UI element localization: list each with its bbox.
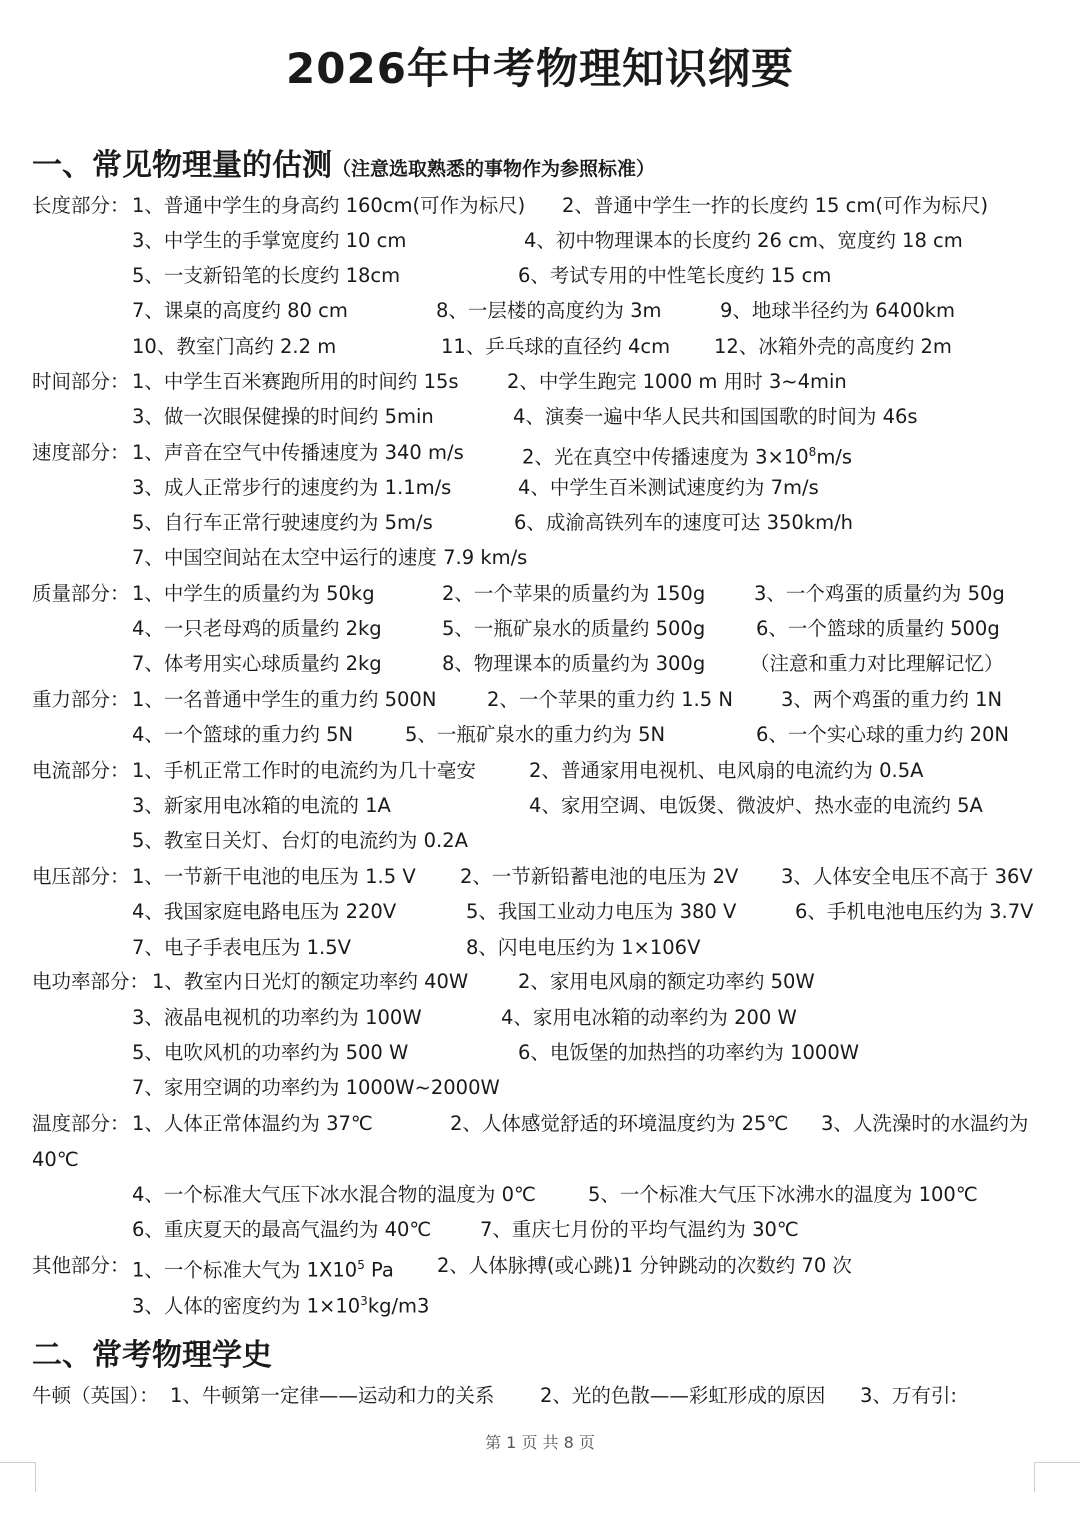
list-item: 5、电吹风机的功率约为 500 W	[132, 1041, 409, 1064]
list-item: 6、成渝高铁列车的速度可达 350km/h	[514, 511, 854, 534]
list-item: 3、一个鸡蛋的质量约为 50g	[754, 582, 1005, 605]
list-item: 1、教室内日光灯的额定功率约 40W	[152, 970, 469, 993]
list-item: 3、成人正常步行的速度约为 1.1m/s	[132, 476, 452, 499]
list-item: 4、一个标准大气压下冰水混合物的温度为 0℃	[132, 1183, 536, 1206]
list-item: 8、物理课本的质量约为 300g	[442, 652, 706, 675]
voltage-label: 电压部分：	[32, 865, 130, 888]
list-item: 4、初中物理课本的长度约 26 cm、宽度约 18 cm	[524, 229, 963, 252]
list-item: 1、中学生百米赛跑所用的时间约 15s	[132, 370, 459, 393]
list-item: 2、一个苹果的质量约为 150g	[442, 582, 706, 605]
list-item: 6、一个篮球的质量约 500g	[756, 617, 1000, 640]
list-item: 3、中学生的手掌宽度约 10 cm	[132, 229, 407, 252]
list-item: 2、家用电风扇的额定功率约 50W	[518, 970, 815, 993]
list-item: 3、液晶电视机的功率约为 100W	[132, 1006, 422, 1029]
list-item: 5、自行车正常行驶速度约为 5m/s	[132, 511, 433, 534]
list-item: 3、新家用电冰箱的电流的 1A	[132, 794, 391, 817]
list-item: 1、人体正常体温约为 37℃	[132, 1112, 373, 1135]
list-item: 2、光在真空中传播速度为 $3\times 10^8m/s$	[522, 445, 853, 469]
list-item: 2、一节新铅蓄电池的电压为 2V	[460, 865, 739, 888]
list-item: 5、一瓶矿泉水的重力约为 5N	[405, 723, 666, 746]
power-label: 电功率部分：	[32, 970, 150, 993]
list-item: 5、一支新铅笔的长度约 18cm	[132, 264, 401, 287]
list-item: 2、中学生跑完 1000 m 用时 3~4min	[507, 370, 847, 393]
list-item: 3、做一次眼保健操的时间约 5min	[132, 405, 434, 428]
list-item: 4、一个篮球的重力约 5N	[132, 723, 354, 746]
list-item: 3、人体安全电压不高于 36V	[781, 865, 1033, 888]
list-item: 4、家用空调、电饭煲、微波炉、热水壶的电流约 5A	[529, 794, 983, 817]
section2-heading: 二、常考物理学史	[32, 1338, 272, 1373]
list-item: 7、中国空间站在太空中运行的速度 7.9 km/s	[132, 546, 528, 569]
list-item: 5、教室日关灯、台灯的电流约为 0.2A	[132, 829, 468, 852]
list-item: 6、手机电池电压约为 3.7V	[795, 900, 1034, 923]
section1-heading: 一、常见物理量的估测（注意选取熟悉的事物作为参照标准）	[32, 148, 656, 183]
list-item: 8、闪电电压约为 1×106V	[466, 936, 701, 959]
speed-label: 速度部分：	[32, 441, 130, 464]
list-item: 6、一个实心球的重力约 20N	[756, 723, 1010, 746]
list-item: 11、乒乓球的直径约 4cm	[441, 335, 671, 358]
crop-mark	[35, 1462, 36, 1492]
list-item: 6、考试专用的中性笔长度约 15 cm	[518, 264, 832, 287]
crop-mark	[1034, 1462, 1080, 1463]
list-item: 6、重庆夏天的最高气温约为 40℃	[132, 1218, 432, 1241]
other-label: 其他部分：	[32, 1254, 130, 1277]
list-item: 7、重庆七月份的平均气温约为 30℃	[480, 1218, 799, 1241]
list-item: 2、光的色散——彩虹形成的原因	[540, 1384, 826, 1407]
list-item: 12、冰箱外壳的高度约 2m	[714, 335, 952, 358]
list-item: 4、演奏一遍中华人民共和国国歌的时间为 46s	[513, 405, 918, 428]
list-item: 10、教室门高约 2.2 m	[132, 335, 337, 358]
list-item: 7、课桌的高度约 80 cm	[132, 299, 348, 322]
list-item: 7、电子手表电压为 1.5V	[132, 936, 351, 959]
list-item: 1、牛顿第一定律——运动和力的关系	[170, 1384, 495, 1407]
list-item: 4、我国家庭电路电压为 220V	[132, 900, 397, 923]
mass-note: （注意和重力对比理解记忆）	[750, 652, 1004, 675]
list-item: 1、声音在空气中传播速度为 340 m/s	[132, 441, 464, 464]
list-item: 5、一瓶矿泉水的质量约 500g	[442, 617, 706, 640]
gravity-label: 重力部分：	[32, 688, 130, 711]
list-item: 3、两个鸡蛋的重力约 1N	[781, 688, 1003, 711]
list-item: 1、一节新干电池的电压为 1.5 V	[132, 865, 416, 888]
list-item: 4、一只老母鸡的质量约 2kg	[132, 617, 382, 640]
list-item: 3、万有引:	[860, 1384, 957, 1407]
list-item: 5、一个标准大气压下冰沸水的温度为 100℃	[588, 1183, 978, 1206]
list-item: 2、人体脉搏(或心跳)1 分钟跳动的次数约 70 次	[437, 1254, 852, 1277]
list-item: 1、一个标准大气为 $1X10^5$ Pa	[132, 1258, 394, 1282]
list-item-continuation: 40℃	[32, 1148, 79, 1171]
list-item: 8、一层楼的高度约为 3m	[436, 299, 662, 322]
list-item: 7、家用空调的功率约为 1000W~2000W	[132, 1076, 500, 1099]
list-item: 2、普通家用电视机、电风扇的电流约为 0.5A	[529, 759, 924, 782]
mass-label: 质量部分：	[32, 582, 130, 605]
page-number: 第 1 页 共 8 页	[485, 1433, 595, 1452]
list-item: 1、普通中学生的身高约 160cm(可作为标尺)	[132, 194, 526, 217]
document-title: 2026年中考物理知识纲要	[286, 44, 794, 93]
list-item: 4、中学生百米测试速度约为 7m/s	[518, 476, 819, 499]
list-item: 2、普通中学生一拃的长度约 15 cm(可作为标尺)	[562, 194, 989, 217]
list-item: 1、中学生的质量约为 50kg	[132, 582, 375, 605]
temperature-label: 温度部分：	[32, 1112, 130, 1135]
list-item: 5、我国工业动力电压为 380 V	[466, 900, 737, 923]
crop-mark	[0, 1462, 36, 1463]
time-label: 时间部分：	[32, 370, 130, 393]
list-item: 4、家用电冰箱的动率约为 200 W	[501, 1006, 797, 1029]
crop-mark	[1034, 1462, 1035, 1492]
list-item: 2、一个苹果的重力约 1.5 N	[487, 688, 733, 711]
current-label: 电流部分：	[32, 759, 130, 782]
list-item: 2、人体感觉舒适的环境温度约为 25℃	[450, 1112, 789, 1135]
length-label: 长度部分：	[32, 194, 130, 217]
newton-label: 牛顿（英国）：	[32, 1384, 159, 1407]
section1-note: （注意选取熟悉的事物作为参照标准）	[332, 158, 656, 180]
list-item: 1、手机正常工作时的电流约为几十毫安	[132, 759, 476, 782]
list-item: 3、人体的密度约为 $1\times 10^3kg/m3$	[132, 1294, 430, 1318]
list-item: 7、体考用实心球质量约 2kg	[132, 652, 382, 675]
list-item: 9、地球半径约为 6400km	[720, 299, 956, 322]
list-item: 3、人洗澡时的水温约为	[821, 1112, 1029, 1135]
list-item: 1、一名普通中学生的重力约 500N	[132, 688, 437, 711]
list-item: 6、电饭堡的加热挡的功率约为 1000W	[518, 1041, 860, 1064]
